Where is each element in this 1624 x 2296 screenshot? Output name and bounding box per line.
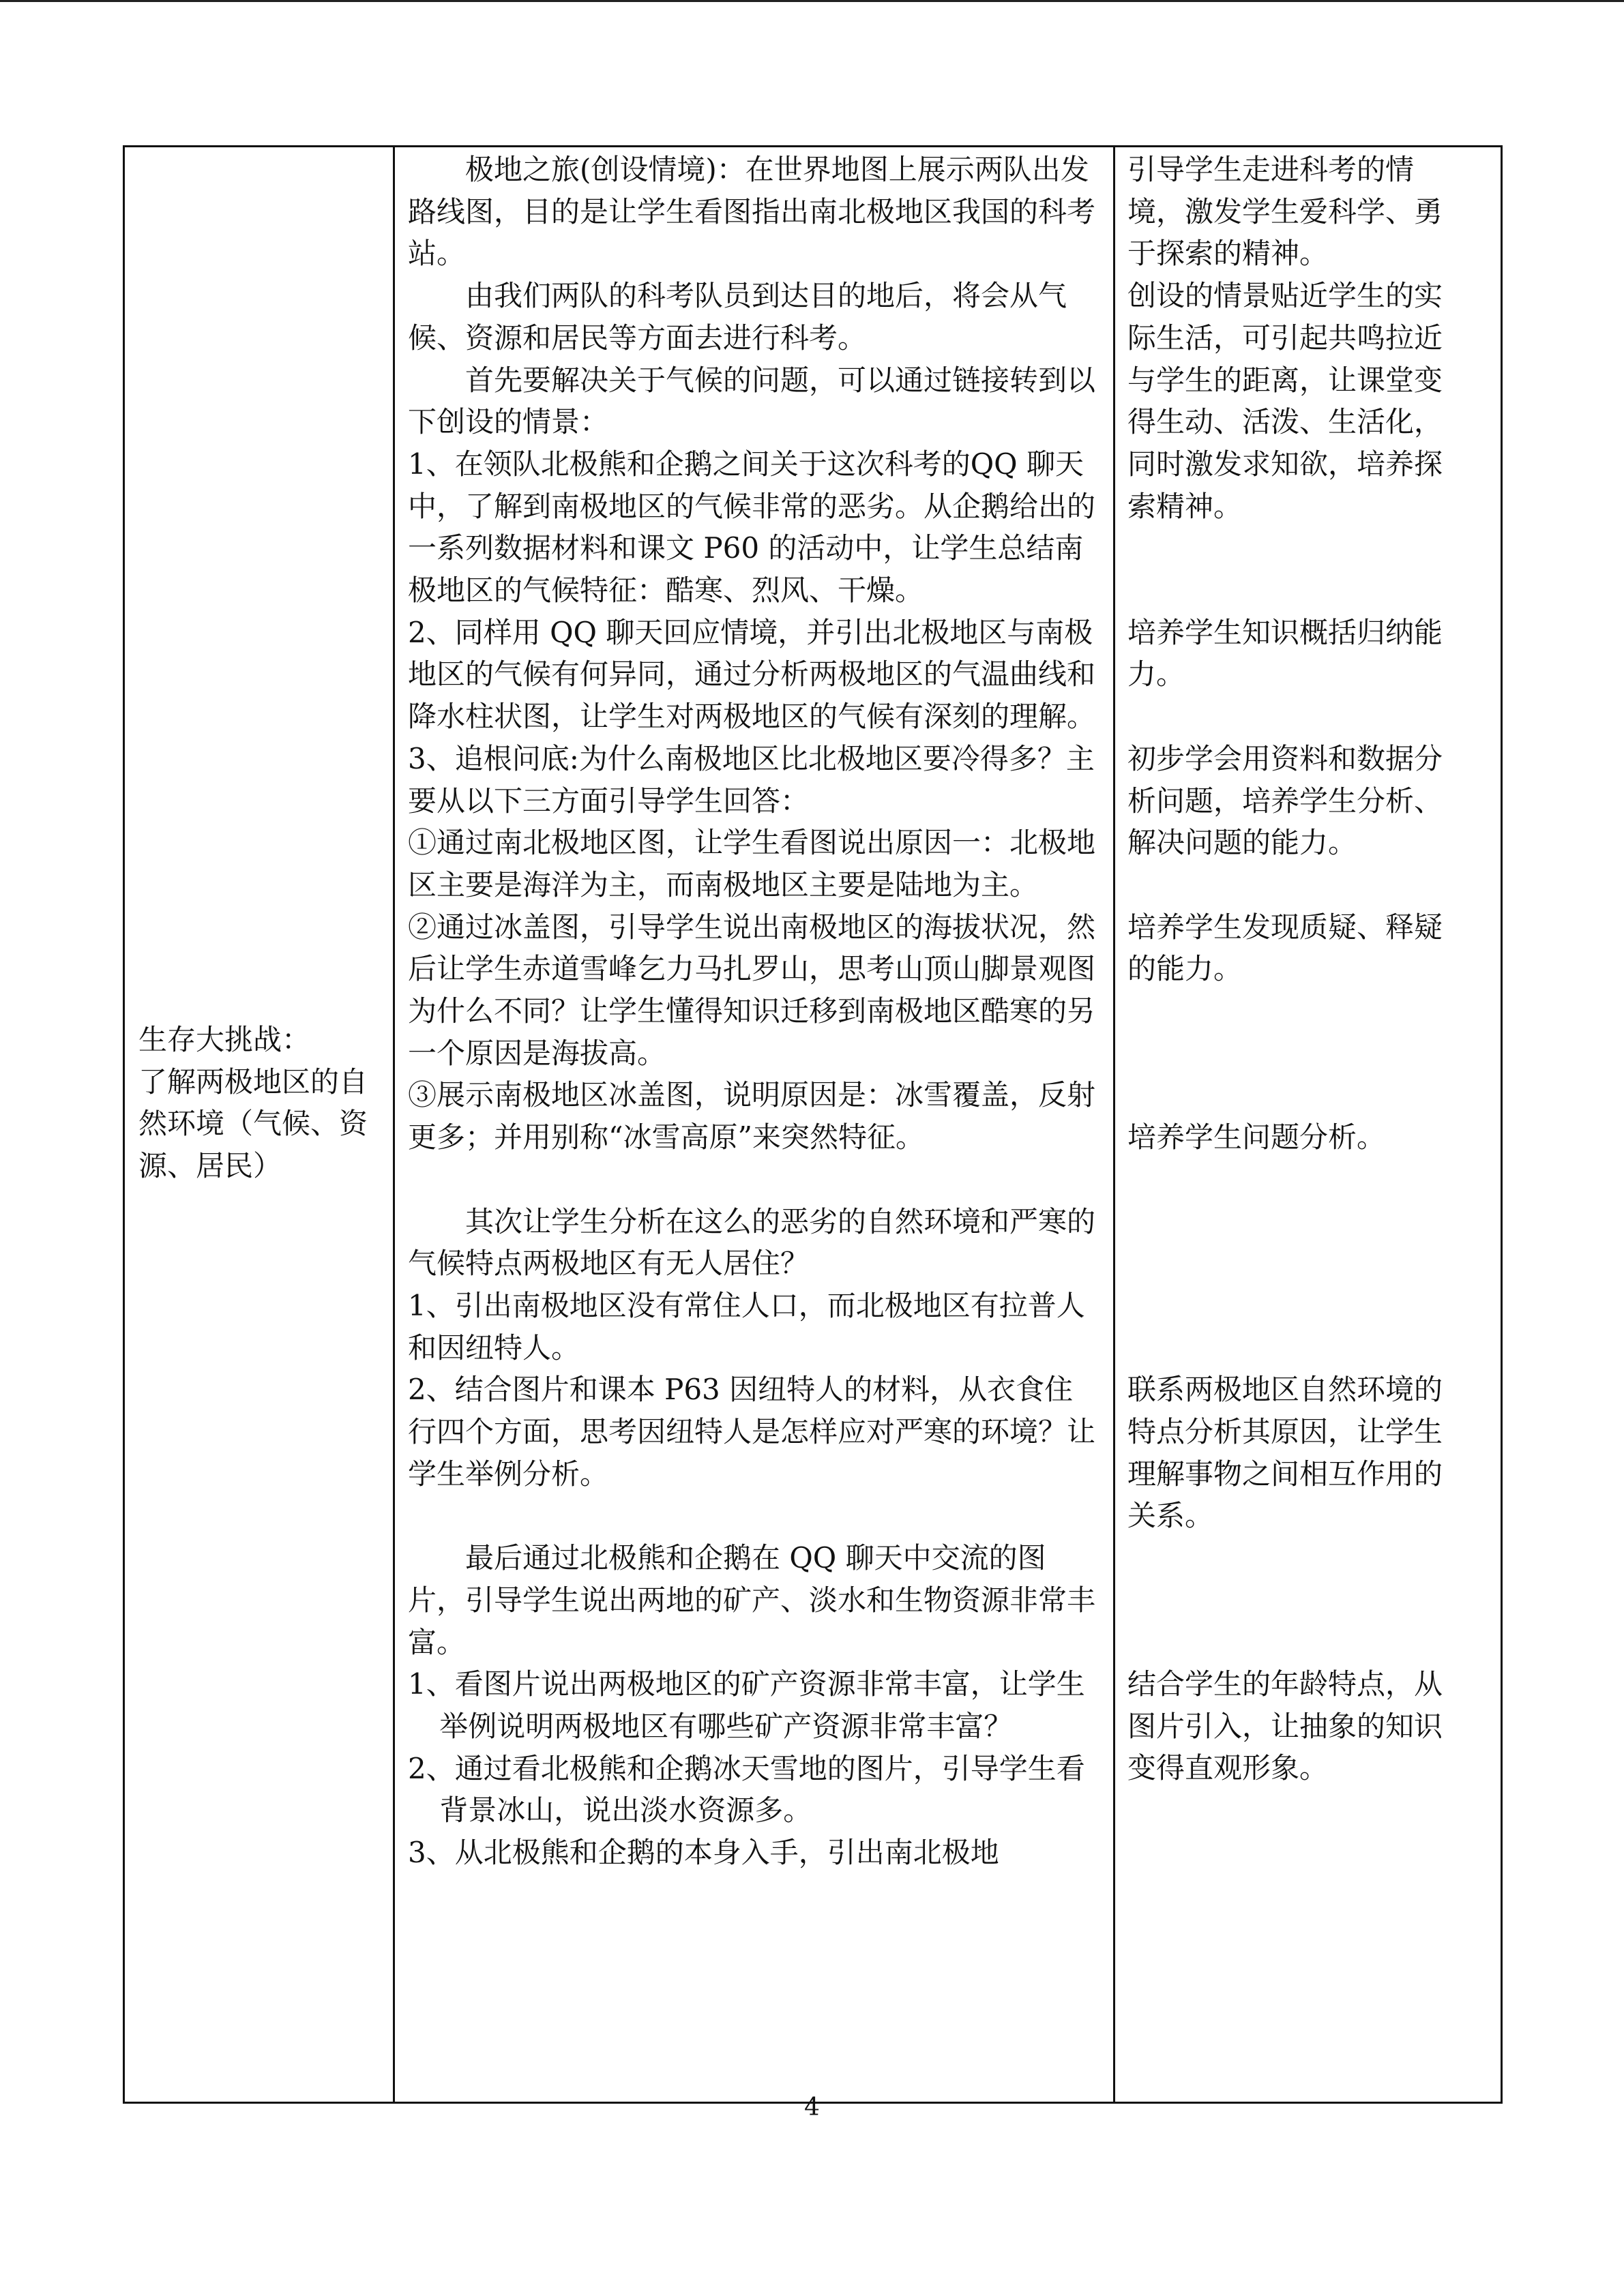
lesson-plan-table xyxy=(123,145,1503,2104)
intent-note: 引导学生走进科考的情境，激发学生爱科学、勇于探索的精神。 xyxy=(1127,153,1443,271)
paragraph: 1、看图片说出两极地区的矿产资源非常丰富，让学生举例说明两极地区有哪些矿产资源非常丰富？ xyxy=(408,1667,1085,1743)
intent-note: 结合学生的年龄特点，从图片引入，让抽象的知识变得直观形象。 xyxy=(1127,1667,1443,1785)
design-intent-cell xyxy=(1127,149,1468,1789)
teaching-activities-cell xyxy=(408,149,1100,1874)
paragraph: 最后通过北极熊和企鹅在 QQ 聊天中交流的图片，引导学生说出两地的矿产、淡水和生物资源非常丰富。 xyxy=(408,1541,1096,1659)
page-number: 4 xyxy=(804,2093,820,2121)
paragraph: 3、从北极熊和企鹅的本身入手，引出南北极地 xyxy=(408,1836,999,1870)
paragraph: 1、在领队北极熊和企鹅之间关于这次科考的QQ 聊天中，了解到南极地区的气候非常的恶劣。从企鹅给出的一系列数据材料和课文 P60 的活动中，让学生总结南极地区的气候特征：酷寒、烈风、干燥。 xyxy=(408,447,1096,608)
paragraph: 由我们两队的科考队员到达目的地后，将会从气候、资源和居民等方面去进行科考。 xyxy=(408,279,1067,355)
intent-note: 联系两极地区自然环境的特点分析其原因，让学生理解事物之间相互作用的关系。 xyxy=(1127,1373,1443,1533)
intent-note: 培养学生问题分析。 xyxy=(1127,1120,1386,1154)
paragraph: 2、通过看北极熊和企鹅冰天雪地的图片，引导学生看背景冰山，说出淡水资源多。 xyxy=(408,1751,1085,1828)
paragraph: 首先要解决关于气候的问题，可以通过链接转到以下创设的情景： xyxy=(408,363,1096,439)
intent-note: 培养学生发现质疑、释疑的能力。 xyxy=(1127,910,1443,986)
paragraph: 其次让学生分析在这么的恶劣的自然环境和严寒的气候特点两极地区有无人居住？ xyxy=(408,1204,1096,1281)
paragraph: 3、追根问底:为什么南极地区比北极地区要冷得多？主要从以下三方面引导学生回答： xyxy=(408,741,1095,818)
stage-label: 生存大挑战： 了解两极地区的自然环境（气候、资源、居民） xyxy=(138,1023,368,1183)
paragraph: ③展示南极地区冰盖图，说明原因是：冰雪覆盖，反射更多；并用别称“冰雪高原”来突然特征。 xyxy=(408,1078,1096,1154)
column-divider xyxy=(1113,147,1115,2102)
paragraph: ②通过冰盖图，引导学生说出南极地区的海拔状况，然后让学生赤道雪峰乞力马扎罗山，思考山顶山脚景观图为什么不同？让学生懂得知识迁移到南极地区酷寒的另一个原因是海拔高。 xyxy=(408,910,1096,1070)
paragraph: ①通过南北极地区图，让学生看图说出原因一：北极地区主要是海洋为主，而南极地区主要是陆地为主。 xyxy=(408,826,1096,901)
intent-note: 创设的情景贴近学生的实际生活，可引起共鸣拉近与学生的距离，让课堂变得生动、活泼、生活化，同时激发求知欲，培养探索精神。 xyxy=(1127,279,1443,523)
intent-note: 初步学会用资料和数据分析问题，培养学生分析、解决问题的能力。 xyxy=(1127,741,1443,860)
intent-note: 培养学生知识概括归纳能力。 xyxy=(1127,615,1443,691)
top-border-line xyxy=(0,0,1624,2)
column-divider xyxy=(393,147,395,2102)
paragraph: 极地之旅(创设情境)：在世界地图上展示两队出发路线图，目的是让学生看图指出南北极地区我国的科考站。 xyxy=(408,153,1096,271)
paragraph: 1、引出南极地区没有常住人口，而北极地区有拉普人和因纽特人。 xyxy=(408,1288,1085,1365)
paragraph: 2、结合图片和课本 P63 因纽特人的材料，从衣食住行四个方面，思考因纽特人是怎样应对严寒的环境？让学生举例分析。 xyxy=(408,1373,1096,1491)
paragraph: 2、同样用 QQ 聊天回应情境，并引出北极地区与南极地区的气候有何异同，通过分析两极地区的气温曲线和降水柱状图，让学生对两极地区的气候有深刻的理解。 xyxy=(408,615,1096,734)
stage-label-cell xyxy=(138,1019,381,1187)
